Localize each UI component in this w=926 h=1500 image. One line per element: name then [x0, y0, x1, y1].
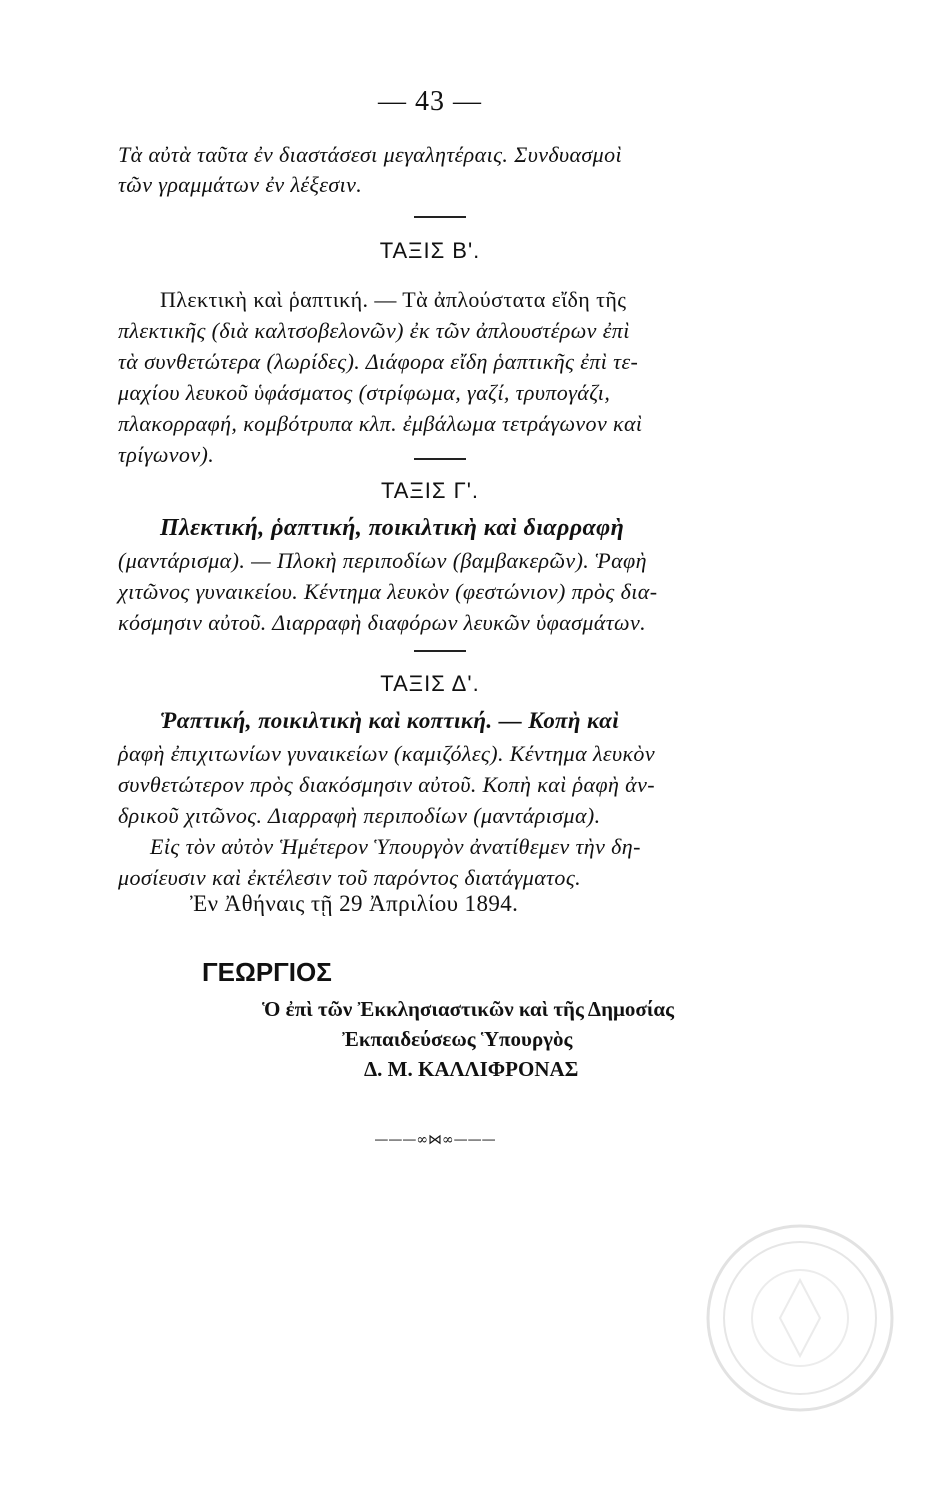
section-c-line: κόσμησιν αὐτοῦ. Διαρραφὴ διαφόρων λευκῶν ὑφασμάτων.: [118, 610, 647, 635]
section-c-line: (μαντάρισμα). — Πλοκὴ περιποδίων (βαμβακερῶν). Ῥαφὴ: [118, 548, 647, 573]
section-b-line: πλεκτικῆς (διὰ καλτσοβελονῶν) ἐκ τῶν ἀπλουστέρων ἐπὶ: [118, 318, 630, 343]
section-d-line: συνθετώτερον πρὸς διακόσμησιν αὐτοῦ. Κοπὴ καὶ ῥαφὴ ἀν-: [118, 772, 656, 797]
king-name: ΓΕΩΡΓΙΟΣ: [202, 957, 332, 987]
minister-name: Δ. Μ. ΚΑΛΛΙΦΡΟΝΑΣ: [364, 1057, 579, 1081]
minister-title-line: Ἐκπαιδεύσεως Ὑπουργὸς: [342, 1027, 573, 1051]
section-c-line: Πλεκτική, ῥαπτική, ποικιλτικὴ καὶ διαρραφὴ: [160, 515, 625, 541]
section-b-line: Πλεκτικὴ καὶ ῥαπτική. — Τὰ ἀπλούστατα εἴδη τῆς: [160, 287, 627, 312]
section-b-line: τρίγωνον).: [118, 442, 215, 467]
section-d-line: δρικοῦ χιτῶνος. Διαρραφὴ περιποδίων (μαντάρισμα).: [118, 803, 601, 828]
library-seal-icon: [700, 1218, 900, 1418]
intro-line: Τὰ αὐτὰ ταῦτα ἐν διαστάσεσι μεγαλητέραις. Συνδυασμοὶ: [118, 142, 623, 167]
section-divider: [414, 216, 466, 218]
section-c-heading: ΤΑΞΙΣ Γ'.: [380, 478, 480, 503]
minister-title-line: Ὁ ἐπὶ τῶν Ἐκκλησιαστικῶν καὶ τῆς Δημοσίας: [262, 997, 674, 1021]
section-d-line: Ῥαπτική, ποικιλτικὴ καὶ κοπτική. — Κοπὴ καὶ: [160, 708, 620, 733]
section-d-line: ῥαφὴ ἐπιχιτωνίων γυναικείων (καμιζόλες). Κέντημα λευκὸν: [118, 741, 655, 766]
section-divider: [414, 458, 466, 460]
section-c-line: χιτῶνος γυναικείου. Κέντημα λευκὸν (φεστώνιον) πρὸς δια-: [118, 579, 658, 604]
end-ornament: ———∞⋈∞———: [374, 1132, 496, 1148]
section-d-line: μοσίευσιν καὶ ἐκτέλεσιν τοῦ παρόντος διατάγματος.: [118, 865, 582, 890]
intro-line: τῶν γραμμάτων ἐν λέξεσιν.: [118, 172, 363, 197]
page-number: — 43 —: [378, 86, 482, 117]
section-d-heading: ΤΑΞΙΣ Δ'.: [380, 671, 480, 696]
section-b-heading: ΤΑΞΙΣ Β'.: [379, 238, 481, 263]
section-b-line: τὰ συνθετώτερα (λωρίδες). Διάφορα εἴδη ῥαπτικῆς ἐπὶ τε-: [118, 349, 639, 374]
section-divider: [414, 650, 466, 652]
section-d-line: Εἰς τὸν αὐτὸν Ἡμέτερον Ὑπουργὸν ἀνατίθεμεν τὴν δη-: [150, 834, 641, 859]
date-line: Ἐν Ἀθήναις τῇ 29 Ἀπριλίου 1894.: [190, 891, 519, 916]
section-b-line: πλακορραφή, κομβότρυπα κλπ. ἐμβάλωμα τετράγωνον καὶ: [118, 411, 643, 436]
section-b-line: μαχίου λευκοῦ ὑφάσματος (στρίφωμα, γαζί, τρυπογάζι,: [118, 380, 611, 405]
